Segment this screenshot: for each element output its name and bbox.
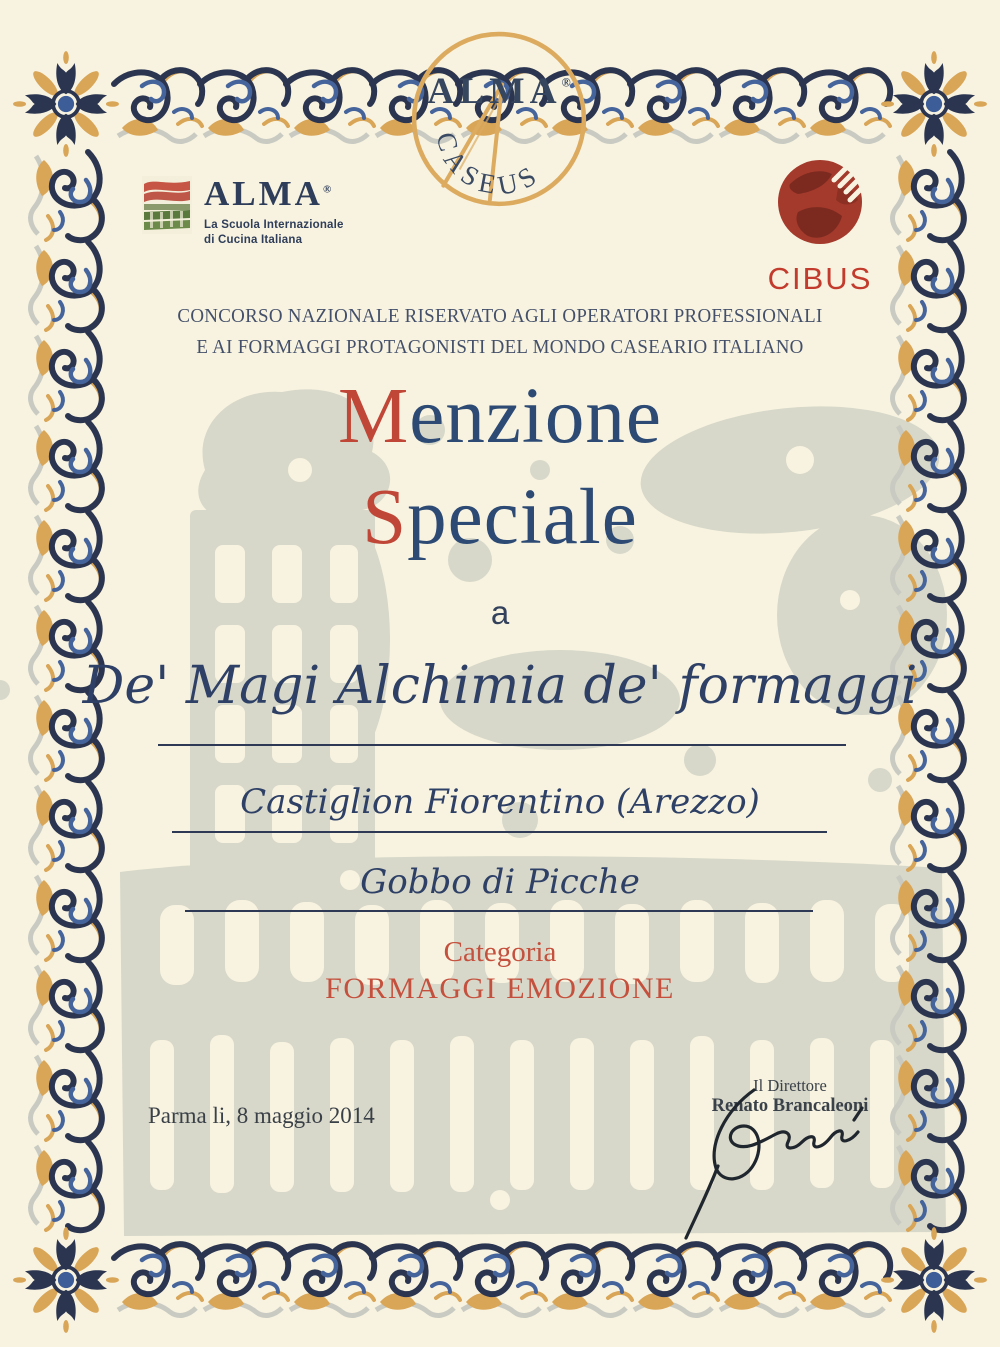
award-title: Menzione Speciale: [338, 373, 662, 562]
place-and-date: Parma li, 8 maggio 2014: [148, 1103, 375, 1128]
competition-description: [15, 301, 985, 363]
location-underline: [172, 831, 827, 833]
wheel-subbrand: CASEUS: [430, 129, 547, 201]
svg-text:CASEUS: [430, 129, 546, 201]
recipient-underline: [158, 744, 846, 746]
director-name: Renato Brancaleoni: [711, 1096, 869, 1116]
alma-caseus-logo: [403, 26, 595, 218]
svg-text:ALMA®: [427, 71, 570, 112]
alma-subtitle: La Scuola Internazionale di Cucina Italiana: [204, 219, 344, 246]
cibus-logo: [760, 154, 880, 297]
recipient-location: Castiglion Fiorentino (Arezzo): [240, 782, 760, 822]
product-name: Gobbo di Picche: [360, 862, 640, 902]
globe-icon: [768, 154, 872, 254]
wheel-brand: ALMA: [427, 70, 562, 112]
alma-school-logo: [142, 176, 344, 248]
intro-line1: CONCORSO NAZIONALE RISERVATO AGLI OPERATORI PROFESSIONALI: [177, 306, 823, 327]
registered-mark: ®: [561, 75, 571, 90]
director-signature: [662, 1078, 877, 1243]
product-underline: [185, 910, 813, 912]
category-label: Categoria: [443, 936, 557, 968]
director-title: Il Direttore: [753, 1076, 827, 1095]
cibus-wordmark: CIBUS: [767, 261, 873, 296]
alma-building-icon: [142, 176, 192, 234]
registered-mark: ®: [322, 183, 335, 196]
recipient-name: De' Magi Alchimia de' formaggi: [82, 656, 918, 716]
preposition-a: a: [490, 594, 510, 631]
cheese-wheel-icon: [403, 26, 595, 218]
alma-wordmark: ALMA®: [204, 174, 335, 213]
intro-line2: E AI FORMAGGI PROTAGONISTI DEL MONDO CASEARIO ITALIANO: [196, 337, 804, 359]
category-value: FORMAGGI EMOZIONE: [325, 972, 675, 1005]
